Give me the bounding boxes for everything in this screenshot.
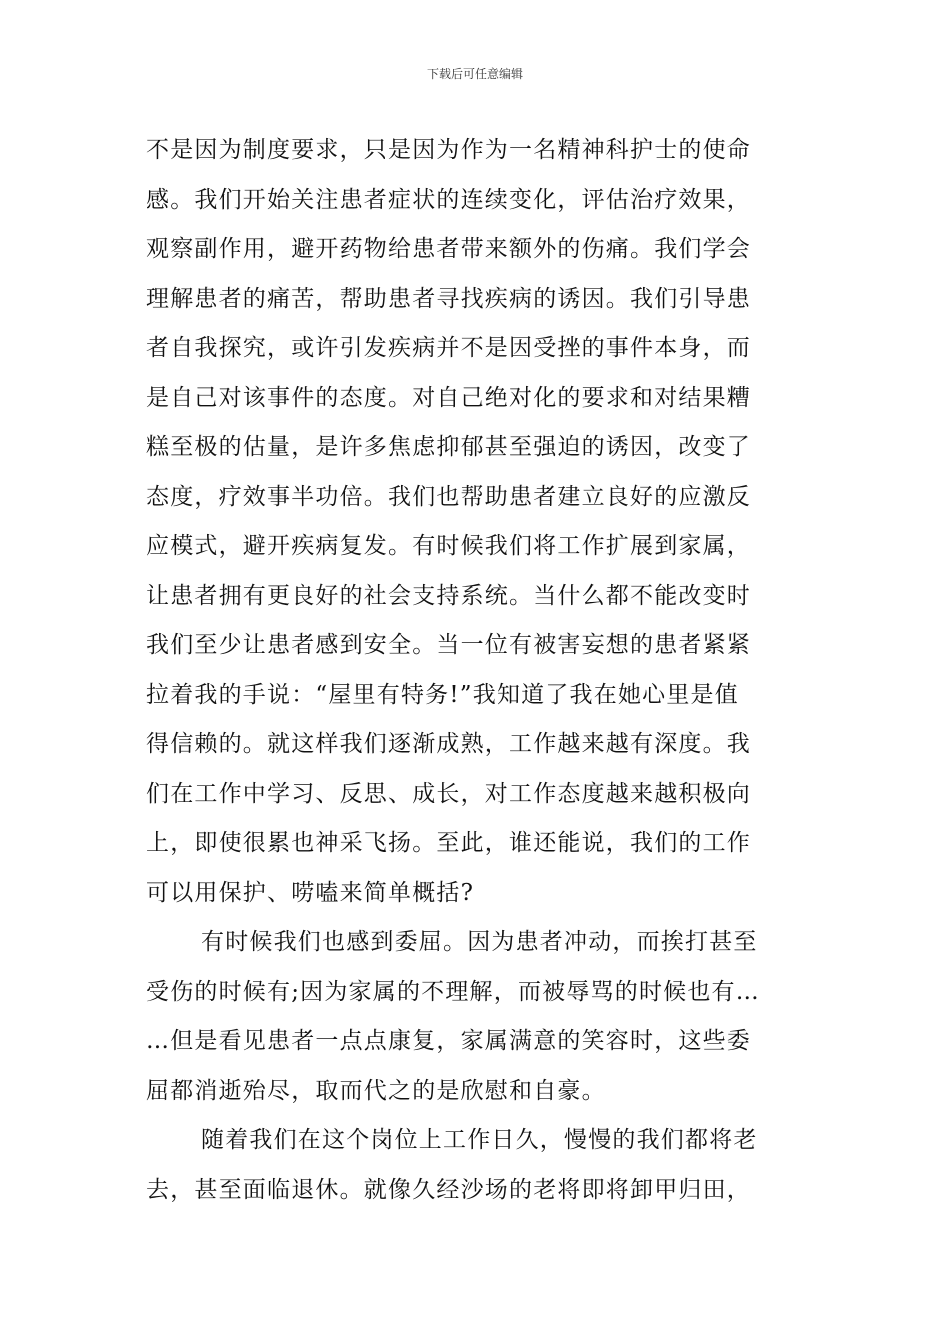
text-line: 让患者拥有更良好的社会支持系统。当什么都不能改变时 bbox=[146, 582, 751, 609]
paragraph-2 bbox=[146, 918, 810, 1116]
document-body bbox=[146, 126, 810, 1215]
text-line: 屈都消逝殆尽，取而代之的是欣慰和自豪。 bbox=[146, 1077, 606, 1104]
text-line: 得信赖的。就这样我们逐渐成熟，工作越来越有深度。我 bbox=[146, 731, 751, 757]
text-line: 糕至极的估量，是许多焦虑抑郁甚至强迫的诱因，改变了 bbox=[146, 434, 751, 460]
text-line: 拉着我的手说：“屋里有特务!”我知道了我在她心里是值 bbox=[146, 681, 739, 708]
text-line: 受伤的时候有;因为家属的不理解，而被辱骂的时候也有… bbox=[146, 978, 760, 1005]
text-line: 可以用保护、唠嗑来简单概括? bbox=[146, 879, 475, 906]
page-header: 下载后可任意编辑 bbox=[426, 67, 523, 81]
text-line: 们在工作中学习、反思、成长，对工作态度越来越积极向 bbox=[146, 780, 751, 807]
paragraph-1 bbox=[146, 126, 810, 918]
text-line: 上，即使很累也神采飞扬。至此，谁还能说，我们的工作 bbox=[146, 830, 751, 856]
text-line: 是自己对该事件的态度。对自己绝对化的要求和对结果糟 bbox=[146, 384, 751, 411]
text-line: 去，甚至面临退休。就像久经沙场的老将即将卸甲归田， bbox=[146, 1176, 751, 1203]
paragraph-3 bbox=[146, 1116, 810, 1215]
text-line: …但是看见患者一点点康复，家属满意的笑容时，这些委 bbox=[146, 1028, 751, 1054]
text-line: 观察副作用，避开药物给患者带来额外的伤痛。我们学会 bbox=[146, 236, 751, 262]
text-line: 理解患者的痛苦，帮助患者寻找疾病的诱因。我们引导患 bbox=[146, 285, 751, 312]
text-line: 应模式，避开疾病复发。有时候我们将工作扩展到家属， bbox=[146, 533, 751, 559]
text-line: 感。我们开始关注患者症状的连续变化，评估治疗效果， bbox=[146, 186, 751, 213]
text-line: 我们至少让患者感到安全。当一位有被害妄想的患者紧紧 bbox=[146, 632, 751, 658]
text-line: 随着我们在这个岗位上工作日久，慢慢的我们都将老 bbox=[201, 1127, 758, 1153]
text-line: 有时候我们也感到委屈。因为患者冲动，而挨打甚至 bbox=[201, 929, 758, 955]
text-line: 者自我探究，或许引发疾病并不是因受挫的事件本身，而 bbox=[146, 335, 751, 361]
text-line: 不是因为制度要求，只是因为作为一名精神科护士的使命 bbox=[146, 137, 751, 163]
text-line: 态度，疗效事半功倍。我们也帮助患者建立良好的应激反 bbox=[146, 483, 751, 510]
